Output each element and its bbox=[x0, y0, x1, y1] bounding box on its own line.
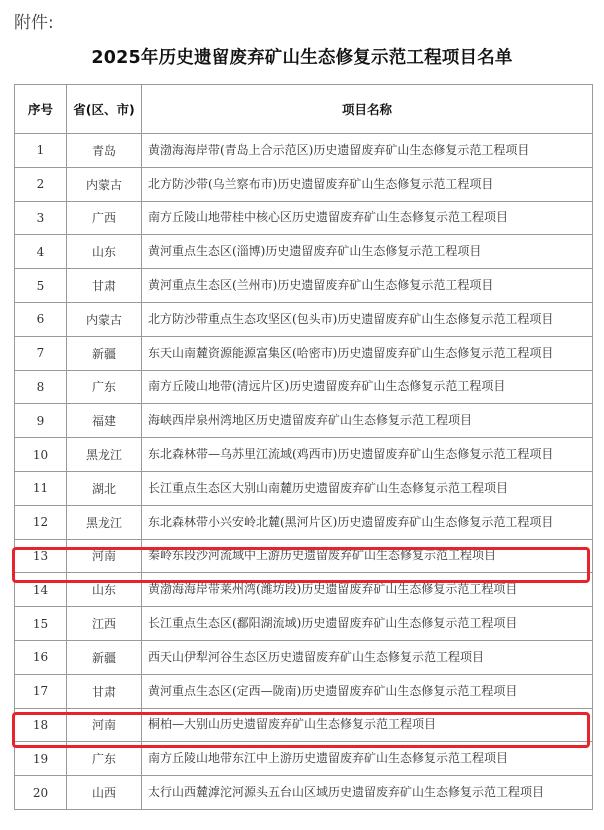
row-province: 黑龙江 bbox=[67, 438, 142, 472]
row-number: 20 bbox=[15, 776, 67, 810]
table-row-highlighted bbox=[15, 539, 593, 573]
table-row bbox=[15, 235, 593, 269]
row-province: 河南 bbox=[67, 708, 142, 742]
row-province: 广东 bbox=[67, 742, 142, 776]
table-row bbox=[15, 674, 593, 708]
row-number: 11 bbox=[15, 471, 67, 505]
table-row bbox=[15, 370, 593, 404]
row-project-name: 海峡西岸泉州湾地区历史遗留废弃矿山生态修复示范工程项目 bbox=[142, 404, 593, 438]
row-number: 17 bbox=[15, 674, 67, 708]
row-province: 福建 bbox=[67, 404, 142, 438]
row-province: 甘肃 bbox=[67, 269, 142, 303]
row-project-name: 东天山南麓资源能源富集区(哈密市)历史遗留废弃矿山生态修复示范工程项目 bbox=[142, 336, 593, 370]
row-province: 青岛 bbox=[67, 134, 142, 168]
row-project-name: 东北森林带—乌苏里江流域(鸡西市)历史遗留废弃矿山生态修复示范工程项目 bbox=[142, 438, 593, 472]
row-project-name: 黄渤海海岸带(青岛上合示范区)历史遗留废弃矿山生态修复示范工程项目 bbox=[142, 134, 593, 168]
row-project-name: 北方防沙带重点生态攻坚区(包头市)历史遗留废弃矿山生态修复示范工程项目 bbox=[142, 302, 593, 336]
row-number: 2 bbox=[15, 167, 67, 201]
row-project-name: 黄河重点生态区(兰州市)历史遗留废弃矿山生态修复示范工程项目 bbox=[142, 269, 593, 303]
table-row bbox=[15, 336, 593, 370]
header-project-name: 项目名称 bbox=[142, 85, 593, 134]
row-number: 12 bbox=[15, 505, 67, 539]
row-number: 15 bbox=[15, 607, 67, 641]
row-number: 5 bbox=[15, 269, 67, 303]
attachment-label: 附件: bbox=[14, 13, 54, 33]
row-number: 4 bbox=[15, 235, 67, 269]
row-province: 广东 bbox=[67, 370, 142, 404]
row-project-name: 南方丘陵山地带东江中上游历史遗留废弃矿山生态修复示范工程项目 bbox=[142, 742, 593, 776]
row-project-name: 北方防沙带(乌兰察布市)历史遗留废弃矿山生态修复示范工程项目 bbox=[142, 167, 593, 201]
table-row bbox=[15, 438, 593, 472]
row-province: 山东 bbox=[67, 573, 142, 607]
table-row bbox=[15, 573, 593, 607]
row-project-name: 黄河重点生态区(淄博)历史遗留废弃矿山生态修复示范工程项目 bbox=[142, 235, 593, 269]
row-number: 10 bbox=[15, 438, 67, 472]
table-row bbox=[15, 134, 593, 168]
row-number: 3 bbox=[15, 201, 67, 235]
row-province: 新疆 bbox=[67, 336, 142, 370]
row-project-name: 太行山西麓滹沱河源头五台山区域历史遗留废弃矿山生态修复示范工程项目 bbox=[142, 776, 593, 810]
row-project-name: 东北森林带小兴安岭北麓(黑河片区)历史遗留废弃矿山生态修复示范工程项目 bbox=[142, 505, 593, 539]
row-number: 16 bbox=[15, 640, 67, 674]
row-project-name: 黄河重点生态区(定西—陇南)历史遗留废弃矿山生态修复示范工程项目 bbox=[142, 674, 593, 708]
table-row bbox=[15, 269, 593, 303]
table-row bbox=[15, 742, 593, 776]
row-province: 甘肃 bbox=[67, 674, 142, 708]
table-row-highlighted bbox=[15, 708, 593, 742]
row-number: 8 bbox=[15, 370, 67, 404]
row-province: 广西 bbox=[67, 201, 142, 235]
table-row bbox=[15, 505, 593, 539]
row-province: 黑龙江 bbox=[67, 505, 142, 539]
table-row bbox=[15, 607, 593, 641]
row-province: 新疆 bbox=[67, 640, 142, 674]
row-province: 内蒙古 bbox=[67, 167, 142, 201]
row-province: 湖北 bbox=[67, 471, 142, 505]
table-row bbox=[15, 640, 593, 674]
table-row bbox=[15, 302, 593, 336]
project-list-table bbox=[14, 84, 593, 810]
row-project-name: 秦岭东段沙河流域中上游历史遗留废弃矿山生态修复示范工程项目 bbox=[142, 539, 593, 573]
table-row bbox=[15, 471, 593, 505]
row-number: 1 bbox=[15, 134, 67, 168]
table-header-row bbox=[15, 85, 593, 134]
row-province: 河南 bbox=[67, 539, 142, 573]
row-number: 18 bbox=[15, 708, 67, 742]
row-number: 13 bbox=[15, 539, 67, 573]
row-province: 江西 bbox=[67, 607, 142, 641]
row-project-name: 桐柏—大别山历史遗留废弃矿山生态修复示范工程项目 bbox=[142, 708, 593, 742]
header-number: 序号 bbox=[15, 85, 67, 134]
table-row bbox=[15, 201, 593, 235]
row-project-name: 长江重点生态区(鄱阳湖流域)历史遗留废弃矿山生态修复示范工程项目 bbox=[142, 607, 593, 641]
row-province: 内蒙古 bbox=[67, 302, 142, 336]
document-title: 2025年历史遗留废弃矿山生态修复示范工程项目名单 bbox=[91, 48, 513, 68]
row-project-name: 西天山伊犁河谷生态区历史遗留废弃矿山生态修复示范工程项目 bbox=[142, 640, 593, 674]
row-number: 6 bbox=[15, 302, 67, 336]
row-project-name: 南方丘陵山地带(清远片区)历史遗留废弃矿山生态修复示范工程项目 bbox=[142, 370, 593, 404]
table-row bbox=[15, 167, 593, 201]
row-project-name: 南方丘陵山地带桂中核心区历史遗留废弃矿山生态修复示范工程项目 bbox=[142, 201, 593, 235]
row-project-name: 长江重点生态区大别山南麓历史遗留废弃矿山生态修复示范工程项目 bbox=[142, 471, 593, 505]
table-row bbox=[15, 776, 593, 810]
header-province: 省(区、市) bbox=[67, 85, 142, 134]
row-number: 9 bbox=[15, 404, 67, 438]
row-province: 山西 bbox=[67, 776, 142, 810]
row-number: 19 bbox=[15, 742, 67, 776]
row-number: 7 bbox=[15, 336, 67, 370]
row-province: 山东 bbox=[67, 235, 142, 269]
row-number: 14 bbox=[15, 573, 67, 607]
table-row bbox=[15, 404, 593, 438]
row-project-name: 黄渤海海岸带莱州湾(潍坊段)历史遗留废弃矿山生态修复示范工程项目 bbox=[142, 573, 593, 607]
